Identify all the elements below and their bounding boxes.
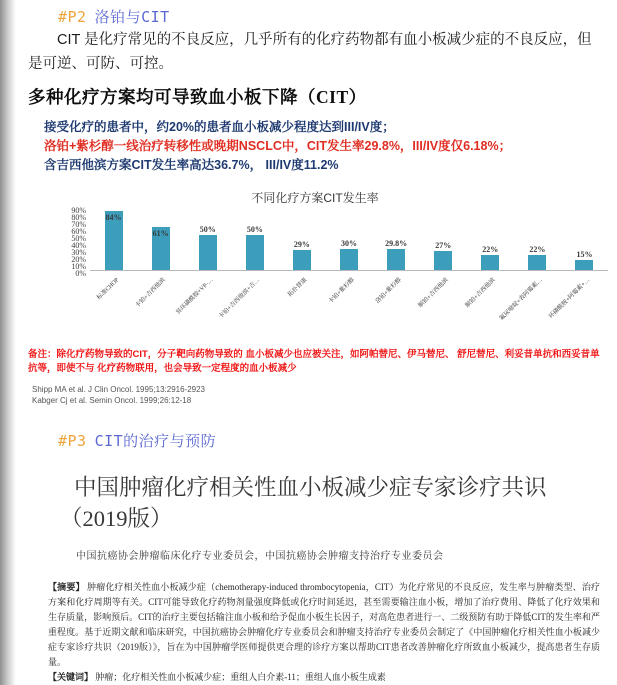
paper-keywords [48,670,600,685]
chart-section-heading: 多种化疗方案均可导致血小板下降（CIT） [28,87,367,107]
chart-bar [528,255,546,270]
chart-column [498,207,561,322]
x-category-label: 顺铂+吉西他滨 [464,277,497,310]
chart-column [134,207,184,310]
bar-value-label: 29.8% [385,239,408,249]
chart-column [417,207,467,310]
stat-line-2: 洛铂+紫杉醇一线治疗转移性或晚期NSCLC中，CIT发生率29.8%，III/IV度仅6.18%； [44,139,512,153]
y-tick-label: 20% [71,255,86,264]
x-category-label: 洛铂+紫杉醇 [374,277,403,305]
bar-value-label: 30% [341,239,358,248]
chart-bar [434,251,452,270]
chart-column [373,207,420,305]
bar-value-label: 22% [482,244,499,254]
chart-column [325,207,372,305]
bar-value-label: 29% [293,239,310,249]
bar-value-label: 50% [246,225,263,234]
reference-2: Kabger Cj et al. Semin Oncol. 1999;26:12-18 [32,396,192,405]
x-category-label: 环磷酰胺+阿霉素+… [547,277,591,321]
y-tick-label: 90% [71,206,86,215]
section-heading-p2 [58,6,170,27]
y-tick-label: 60% [71,227,86,236]
paper-authors: 中国抗癌协会肿瘤临床化疗专业委员会，中国抗癌协会肿瘤支持治疗专业委员会 [76,551,444,562]
y-tick-label: 40% [71,241,86,250]
chart-bar [387,249,405,270]
chart-column [175,207,231,317]
x-category-label: 异环磷酰胺+VP-… [175,277,215,317]
chart-bar [575,260,593,271]
y-tick-label: 0% [75,269,86,278]
chart-column [278,207,325,299]
chart-title: 不同化疗方案CIT发生率 [251,191,379,205]
bar-value-label: 15% [576,249,593,259]
chart-column [547,207,608,321]
stat-line-1: 接受化疗的患者中，约20%的患者血小板减少程度达到III/IV度； [44,120,395,134]
chart-column [464,207,514,310]
reference-1: Shipp MA et al. J Clin Oncol. 1995;13:2916-2923 [32,385,205,394]
chart-bar [293,250,311,270]
abstract-label: 【摘要】 [48,582,85,592]
abstract-text: 肿瘤化疗相关性血小板减少症（chemotherapy-induced thrombocytopenia，CIT）为化疗常见的不良反应，发生率与肿瘤类型、治疗方案和化疗周期等有关。CIT可能导致化疗药物剂量强度降低或化疗时间延迟，甚至需要输注血小板，增加了治疗费用、降低了化疗效果和生存质量，影响预后。CIT的治疗主要包括输注血小板和给予促血小板生长因子，对高危患者进行一、二级预防有助于降低CIT的发生率和严重程度。基于近期文献和临床研究，中国抗癌协会肿瘤化疗专业委员会和肿瘤支持治疗专业委员会制定了《中国肿瘤化疗相关性血小板减少症专家诊疗共识（2019版）》，旨在为中国肿瘤学医师提供更合理的诊疗方案以帮助CIT患者改善肿瘤化疗所致血小板减少，提高患者生存质量。 [48,582,600,667]
section-title-p3: CIT的治疗与预防 [94,432,217,450]
bar-value-label: 22% [529,244,546,254]
chart-bar [481,255,499,270]
chart-bar [340,249,358,270]
page-edge-shadow [0,0,16,685]
y-tick-label: 70% [71,220,86,229]
consensus-paper-excerpt [48,472,600,685]
bar-chart [56,207,608,337]
x-category-label: 卡铂+吉西他滨+吉… [218,277,262,321]
chart-footnote: 备注：除化疗药物导致的CIT，分子靶向药物导致的 血小板减少也应被关注，如阿帕替尼、伊马替尼、 舒尼替尼、利妥昔单抗和西妥昔单抗等，即使不与 化疗药物联用，也会导致一定程度的血小板减少 [28,349,600,374]
paper-abstract [48,580,600,685]
y-tick-label: 80% [71,213,86,222]
page-tag-p2: #P2 [58,8,87,26]
page-tag-p3: #P3 [58,432,87,450]
keywords-label: 【关键词】 [48,672,94,682]
statistics-block [44,118,599,175]
x-category-label: 顺铂+吉西他滨 [417,277,450,310]
chart-column [218,207,278,321]
y-tick-label: 50% [71,234,86,243]
bar-value-label: 27% [435,241,452,251]
keywords-text: 肿瘤；化疗相关性血小板减少症；重组人白介素-11；重组人血小板生成素 [95,672,386,682]
section-heading-p3 [58,430,216,451]
bar-value-label: 50% [199,225,216,234]
chart-column [90,207,137,302]
x-category-label: 卡铂+紫杉醇 [327,277,356,305]
bar-value-label: 61% [152,229,169,239]
plot-area [90,207,608,322]
y-tick-label: 10% [71,262,86,271]
paper-title [48,472,600,534]
chart-bar [246,235,264,270]
x-category-label: 氟尿嘧啶+表阿霉素… [498,277,544,322]
chart-bar [199,235,217,270]
x-category-label: 卡铂+吉西他滨 [134,277,168,310]
intro-paragraph: CIT 是化疗常见的不良反应，几乎所有的化疗药物都有血小板减少症的不良反应，但是可逆、可防、可控。 [28,32,592,72]
x-category-label: 拓扑替康 [287,277,309,299]
bar-value-label: 84% [105,213,122,223]
paper-title-line1: 中国肿瘤化疗相关性血小板减少症专家诊疗共识 [74,475,547,500]
references [32,384,205,406]
section-title-p2: 洛铂与CIT [94,8,170,26]
stat-line-3: 含吉西他滨方案CIT发生率高达36.7%， III/IV度11.2% [44,158,339,172]
x-category-label: 标准CHOP [95,277,120,302]
paper-title-line2: （2019版） [60,506,173,531]
y-tick-label: 30% [71,248,86,257]
